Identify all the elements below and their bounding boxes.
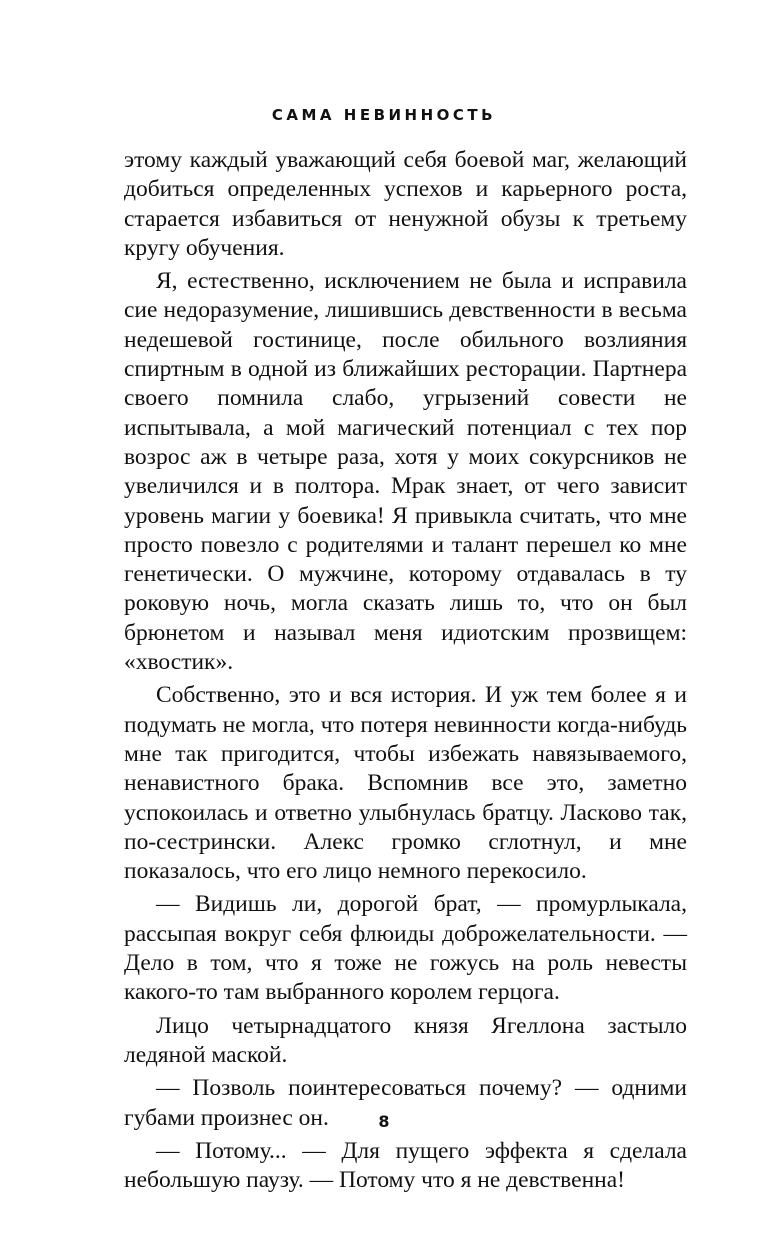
- body-text: [124, 146, 687, 1195]
- dialogue-paragraph: — Позволь поинтересоваться почему? — одними губами произнес он.: [124, 1075, 687, 1131]
- paragraph: Лицо четырнадцатого князя Ягеллона застыло ледяной маской.: [124, 1012, 687, 1068]
- dialogue-paragraph: — Видишь ли, дорогой брат, — промурлыкала, рассыпая вокруг себя флюиды доброжелательности. — Дело в том, что я тоже не гожусь на роль невесты какого-то там выбранного королем герцога.: [124, 891, 687, 1006]
- page-number: 8: [378, 1112, 390, 1131]
- paragraph: этому каждый уважающий себя боевой маг, желающий добиться определенных успехов и карьерного роста, старается избавиться от ненужной обузы к третьему кругу обучения.: [124, 147, 687, 261]
- running-head: САМА НЕВИННОСТЬ: [271, 106, 497, 124]
- paragraph: Собственно, это и вся история. И уж тем более я и подумать не могла, что потеря невинности когда-нибудь мне так пригодится, чтобы избежать навязываемого, ненавистного брака. Вспомнив все это, заметно успокоилась и ответно улыбнулась братцу. Ласково так, по-сестрински. Алекс громко сглотнул, и мне показалось, что его лицо немного перекосило.: [124, 682, 687, 885]
- dialogue-paragraph: — Потому... — Для пущего эффекта я сделала небольшую паузу. — Потому что я не девственна!: [124, 1137, 687, 1194]
- paragraph: Я, естественно, исключением не была и исправила сие недоразумение, лишившись девственности в весьма недешевой гостинице, после обильного возлияния спиртным в одной из ближайших ресторации. Партнера своего помнила слабо, угрызений совести не испытывала, а мой магический потенциал с тех пор возрос аж в четыре раза, хотя у моих сокурсников не увеличился и в полтора. Мрак знает, от чего зависит уровень магии у боевика! Я привыкла считать, что мне просто повезло с родителями и талант перешел ко мне генетически. О мужчине, которому отдавалась в ту роковую ночь, могла сказать лишь то, что он был брюнетом и называл меня идиотским прозвищем: «хвостик».: [124, 268, 687, 676]
